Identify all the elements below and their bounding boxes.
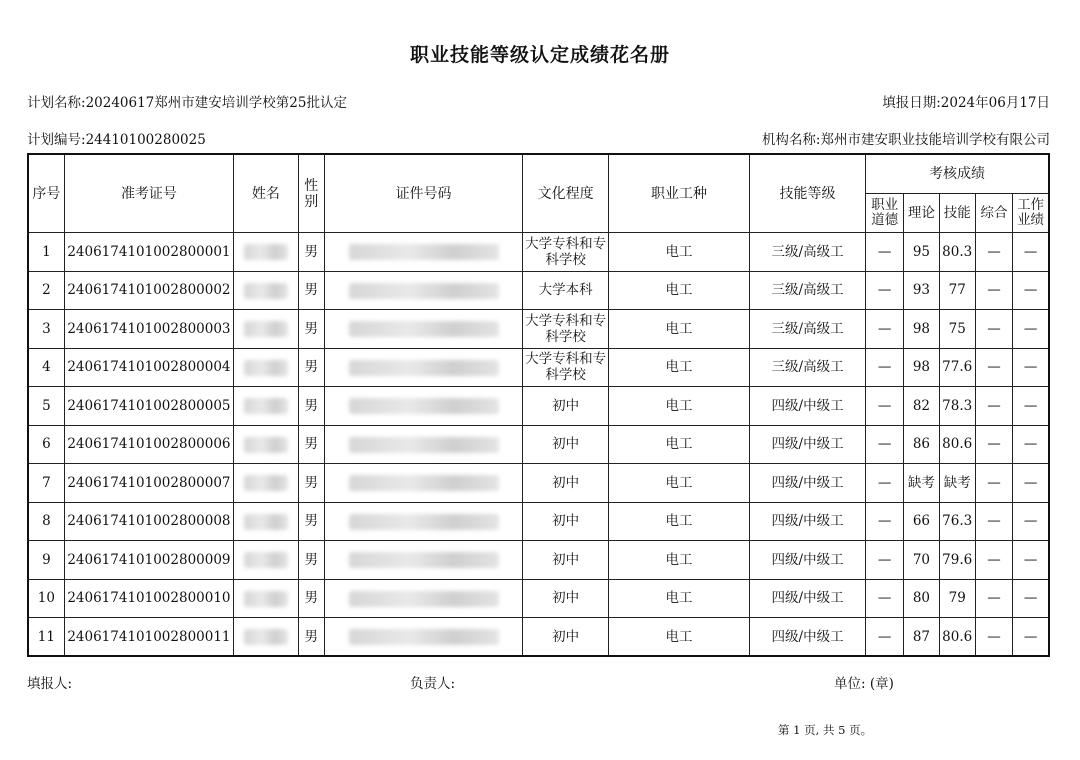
- cell-education: 初中: [523, 464, 609, 503]
- cell-gender: 男: [298, 464, 324, 503]
- report-date-label: 填报日期:: [882, 95, 941, 111]
- table-row: [28, 425, 1049, 464]
- cell-seq: 4: [28, 348, 64, 387]
- cell-theory: 86: [904, 425, 939, 464]
- cell-occupation: 电工: [609, 464, 750, 503]
- table-row: [28, 541, 1049, 580]
- plan-name: [27, 91, 347, 111]
- cell-exam-no: 2406174101002800004: [64, 348, 233, 387]
- cell-occupation: 电工: [609, 579, 750, 618]
- cell-seq: 8: [28, 502, 64, 541]
- cell-gender: 男: [298, 310, 324, 349]
- cell-education: 大学专科和专科学校: [523, 233, 609, 272]
- cell-seq: 5: [28, 387, 64, 426]
- cell-ethics: —: [866, 348, 904, 387]
- cell-overall: —: [975, 387, 1012, 426]
- table-row: [28, 310, 1049, 349]
- cell-skill-level: 四级/中级工: [750, 502, 866, 541]
- cell-skill: 79: [939, 579, 975, 618]
- cell-occupation: 电工: [609, 271, 750, 310]
- redacted-name: [244, 244, 288, 260]
- plan-number-value: 24410100280025: [85, 132, 206, 148]
- cell-work: —: [1013, 464, 1049, 503]
- cell-work: —: [1013, 310, 1049, 349]
- cell-ethics: —: [866, 618, 904, 657]
- cell-id-no: [324, 310, 523, 349]
- cell-skill-level: 四级/中级工: [750, 464, 866, 503]
- cell-skill-level: 三级/高级工: [750, 310, 866, 349]
- cell-theory: 80: [904, 579, 939, 618]
- redacted-name: [244, 437, 288, 453]
- report-date: [882, 91, 1050, 111]
- cell-occupation: 电工: [609, 618, 750, 657]
- cell-occupation: 电工: [609, 502, 750, 541]
- cell-overall: —: [975, 464, 1012, 503]
- cell-overall: —: [975, 233, 1012, 272]
- cell-occupation: 电工: [609, 387, 750, 426]
- cell-skill-level: 四级/中级工: [750, 425, 866, 464]
- cell-skill-level: 四级/中级工: [750, 387, 866, 426]
- table-row: [28, 502, 1049, 541]
- cell-ethics: —: [866, 233, 904, 272]
- cell-work: —: [1013, 387, 1049, 426]
- cell-skill: 79.6: [939, 541, 975, 580]
- header-ethics: 职业道德: [866, 194, 904, 233]
- table-row: [28, 579, 1049, 618]
- cell-seq: 1: [28, 233, 64, 272]
- cell-seq: 7: [28, 464, 64, 503]
- cell-ethics: —: [866, 502, 904, 541]
- cell-name: [234, 541, 299, 580]
- cell-overall: —: [975, 541, 1012, 580]
- header-gender: 性别: [298, 154, 324, 233]
- cell-exam-no: 2406174101002800006: [64, 425, 233, 464]
- cell-id-no: [324, 271, 523, 310]
- cell-seq: 3: [28, 310, 64, 349]
- plan-number: [27, 128, 206, 148]
- cell-theory: 98: [904, 348, 939, 387]
- cell-name: [234, 425, 299, 464]
- cell-seq: 2: [28, 271, 64, 310]
- redacted-id: [349, 552, 499, 568]
- cell-gender: 男: [298, 233, 324, 272]
- cell-overall: —: [975, 579, 1012, 618]
- header-skill: 技能: [939, 194, 975, 233]
- redacted-name: [244, 591, 288, 607]
- header-skill-level: 技能等级: [750, 154, 866, 233]
- cell-work: —: [1013, 271, 1049, 310]
- cell-exam-no: 2406174101002800005: [64, 387, 233, 426]
- cell-skill: 80.6: [939, 618, 975, 657]
- cell-id-no: [324, 387, 523, 426]
- cell-gender: 男: [298, 541, 324, 580]
- cell-theory: 98: [904, 310, 939, 349]
- cell-gender: 男: [298, 387, 324, 426]
- header-seq: 序号: [28, 154, 64, 233]
- cell-skill: 80.6: [939, 425, 975, 464]
- cell-work: —: [1013, 618, 1049, 657]
- table-row: [28, 348, 1049, 387]
- redacted-name: [244, 475, 288, 491]
- cell-education: 初中: [523, 541, 609, 580]
- cell-education: 初中: [523, 502, 609, 541]
- redacted-id: [349, 437, 499, 453]
- header-theory: 理论: [904, 194, 939, 233]
- cell-theory: 95: [904, 233, 939, 272]
- cell-occupation: 电工: [609, 348, 750, 387]
- cell-seq: 6: [28, 425, 64, 464]
- report-date-value: 2024年06月17日: [940, 95, 1050, 111]
- cell-occupation: 电工: [609, 233, 750, 272]
- cell-skill: 76.3: [939, 502, 975, 541]
- cell-education: 初中: [523, 387, 609, 426]
- cell-id-no: [324, 348, 523, 387]
- cell-occupation: 电工: [609, 541, 750, 580]
- header-occupation: 职业工种: [609, 154, 750, 233]
- redacted-id: [349, 514, 499, 530]
- cell-ethics: —: [866, 425, 904, 464]
- cell-exam-no: 2406174101002800010: [64, 579, 233, 618]
- redacted-name: [244, 629, 288, 645]
- cell-work: —: [1013, 425, 1049, 464]
- table-row: [28, 233, 1049, 272]
- redacted-id: [349, 591, 499, 607]
- cell-theory: 66: [904, 502, 939, 541]
- cell-theory: 82: [904, 387, 939, 426]
- header-name: 姓名: [234, 154, 299, 233]
- cell-ethics: —: [866, 541, 904, 580]
- org-name-value: 郑州市建安职业技能培训学校有限公司: [820, 132, 1050, 148]
- cell-skill: 75: [939, 310, 975, 349]
- cell-ethics: —: [866, 310, 904, 349]
- unit-seal-label: 单位: (章): [834, 676, 894, 692]
- cell-theory: 93: [904, 271, 939, 310]
- cell-ethics: —: [866, 464, 904, 503]
- redacted-name: [244, 398, 288, 414]
- cell-theory: 87: [904, 618, 939, 657]
- page-indicator: 第 1 页, 共 5 页。: [778, 723, 873, 737]
- redacted-id: [349, 398, 499, 414]
- org-name-label: 机构名称:: [761, 132, 821, 148]
- cell-seq: 10: [28, 579, 64, 618]
- cell-id-no: [324, 464, 523, 503]
- cell-name: [234, 464, 299, 503]
- redacted-name: [244, 552, 288, 568]
- cell-theory: 缺考: [904, 464, 939, 503]
- plan-number-label: 计划编号:: [27, 132, 86, 148]
- cell-id-no: [324, 425, 523, 464]
- cell-name: [234, 579, 299, 618]
- table-row: [28, 271, 1049, 310]
- cell-work: —: [1013, 579, 1049, 618]
- cell-skill: 77.6: [939, 348, 975, 387]
- redacted-id: [349, 244, 499, 260]
- redacted-name: [244, 283, 288, 299]
- cell-ethics: —: [866, 271, 904, 310]
- cell-skill: 77: [939, 271, 975, 310]
- cell-exam-no: 2406174101002800011: [64, 618, 233, 657]
- cell-education: 大学专科和专科学校: [523, 310, 609, 349]
- redacted-id: [349, 321, 499, 337]
- header-id-no: 证件号码: [324, 154, 523, 233]
- cell-seq: 9: [28, 541, 64, 580]
- redacted-id: [349, 360, 499, 376]
- header-overall: 综合: [975, 194, 1012, 233]
- cell-name: [234, 348, 299, 387]
- cell-education: 初中: [523, 618, 609, 657]
- cell-work: —: [1013, 348, 1049, 387]
- cell-skill-level: 四级/中级工: [750, 579, 866, 618]
- cell-occupation: 电工: [609, 310, 750, 349]
- cell-overall: —: [975, 310, 1012, 349]
- cell-education: 初中: [523, 425, 609, 464]
- cell-gender: 男: [298, 271, 324, 310]
- cell-seq: 11: [28, 618, 64, 657]
- cell-skill-level: 三级/高级工: [750, 233, 866, 272]
- redacted-name: [244, 360, 288, 376]
- cell-name: [234, 618, 299, 657]
- cell-education: 大学本科: [523, 271, 609, 310]
- cell-gender: 男: [298, 579, 324, 618]
- cell-gender: 男: [298, 425, 324, 464]
- cell-id-no: [324, 579, 523, 618]
- cell-name: [234, 271, 299, 310]
- header-education: 文化程度: [523, 154, 609, 233]
- cell-exam-no: 2406174101002800002: [64, 271, 233, 310]
- cell-exam-no: 2406174101002800003: [64, 310, 233, 349]
- responsible-label: 负责人:: [410, 676, 456, 692]
- cell-skill-level: 三级/高级工: [750, 271, 866, 310]
- roster-body: [28, 233, 1049, 657]
- header-scores-group: 考核成绩: [866, 154, 1050, 194]
- cell-gender: 男: [298, 618, 324, 657]
- cell-skill: 缺考: [939, 464, 975, 503]
- cell-ethics: —: [866, 579, 904, 618]
- table-row: [28, 618, 1049, 657]
- redacted-id: [349, 283, 499, 299]
- cell-theory: 70: [904, 541, 939, 580]
- cell-work: —: [1013, 502, 1049, 541]
- redacted-id: [349, 475, 499, 491]
- redacted-name: [244, 321, 288, 337]
- cell-name: [234, 502, 299, 541]
- org-name: [762, 128, 1050, 148]
- table-row: [28, 464, 1049, 503]
- cell-ethics: —: [866, 387, 904, 426]
- cell-id-no: [324, 502, 523, 541]
- cell-overall: —: [975, 618, 1012, 657]
- cell-gender: 男: [298, 348, 324, 387]
- cell-exam-no: 2406174101002800001: [64, 233, 233, 272]
- plan-name-label: 计划名称:: [27, 95, 86, 111]
- cell-exam-no: 2406174101002800007: [64, 464, 233, 503]
- score-roster-table: [27, 153, 1050, 657]
- reporter-label: 填报人:: [27, 676, 73, 692]
- header-exam-no: 准考证号: [64, 154, 233, 233]
- cell-name: [234, 233, 299, 272]
- cell-id-no: [324, 618, 523, 657]
- cell-work: —: [1013, 541, 1049, 580]
- cell-skill-level: 四级/中级工: [750, 541, 866, 580]
- cell-skill: 78.3: [939, 387, 975, 426]
- cell-work: —: [1013, 233, 1049, 272]
- cell-name: [234, 310, 299, 349]
- redacted-name: [244, 514, 288, 530]
- cell-overall: —: [975, 271, 1012, 310]
- cell-id-no: [324, 541, 523, 580]
- cell-gender: 男: [298, 502, 324, 541]
- cell-education: 初中: [523, 579, 609, 618]
- cell-skill-level: 四级/中级工: [750, 618, 866, 657]
- cell-exam-no: 2406174101002800009: [64, 541, 233, 580]
- cell-exam-no: 2406174101002800008: [64, 502, 233, 541]
- cell-occupation: 电工: [609, 425, 750, 464]
- plan-name-value: 20240617郑州市建安培训学校第25批认定: [85, 95, 347, 111]
- cell-overall: —: [975, 502, 1012, 541]
- header-work: 工作业绩: [1013, 194, 1049, 233]
- cell-skill-level: 三级/高级工: [750, 348, 866, 387]
- cell-skill: 80.3: [939, 233, 975, 272]
- cell-overall: —: [975, 425, 1012, 464]
- cell-overall: —: [975, 348, 1012, 387]
- table-row: [28, 387, 1049, 426]
- cell-id-no: [324, 233, 523, 272]
- redacted-id: [349, 629, 499, 645]
- page-title: 职业技能等级认定成绩花名册: [409, 44, 670, 66]
- cell-education: 大学专科和专科学校: [523, 348, 609, 387]
- cell-name: [234, 387, 299, 426]
